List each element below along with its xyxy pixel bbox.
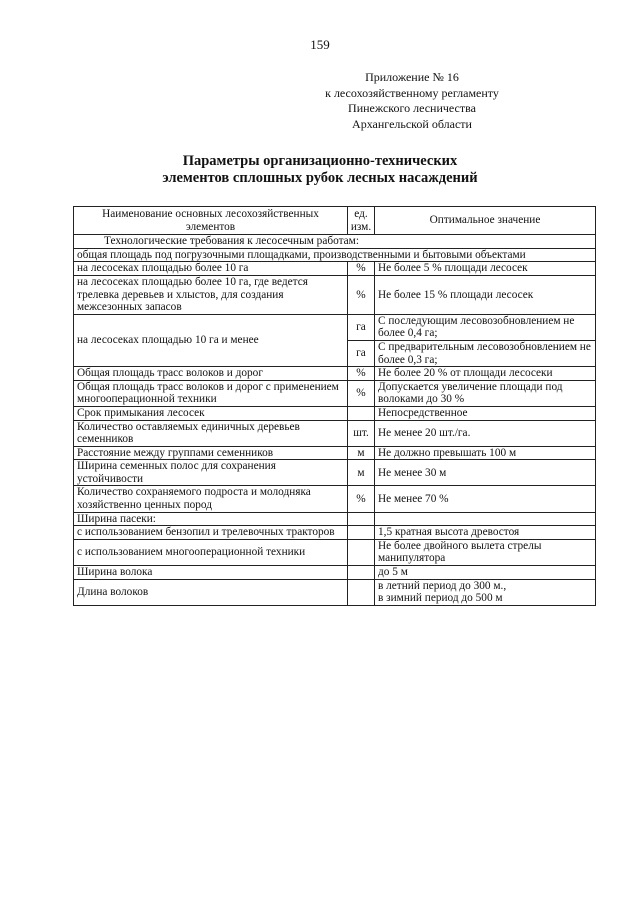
table-row <box>74 275 596 314</box>
appendix-line: Архангельской области <box>352 116 472 131</box>
header-name: Наименование основных лесохозяйственных элементов <box>74 207 348 235</box>
table-row <box>74 248 596 262</box>
row-unit: % <box>348 380 375 406</box>
table-row <box>74 420 596 446</box>
row-name: Ширина пасеки: <box>74 512 348 526</box>
table-row <box>74 566 596 580</box>
row-value: С предварительным лесовозобновлением не более 0,3 га; <box>375 340 596 366</box>
row-unit: % <box>348 275 375 314</box>
row-name: с использованием многооперационной техники <box>74 539 348 565</box>
row-name: с использованием бензопил и трелевочных тракторов <box>74 526 348 540</box>
table-row <box>74 460 596 486</box>
row-unit <box>348 579 375 605</box>
row-value: 1,5 кратная высота древостоя <box>375 526 596 540</box>
row-name: Общая площадь трасс волоков и дорог <box>74 367 348 381</box>
page-number: 159 <box>310 37 330 52</box>
table-row <box>74 579 596 605</box>
table-row <box>74 539 596 565</box>
row-name: Ширина волока <box>74 566 348 580</box>
row-unit <box>348 566 375 580</box>
row-unit: га <box>348 340 375 366</box>
appendix-reference <box>282 70 542 132</box>
title-line: Параметры организационно-технических <box>182 153 458 169</box>
row-unit: м <box>348 446 375 460</box>
table-row <box>74 367 596 381</box>
row-name: Количество сохраняемого подроста и молодняка хозяйственно ценных пород <box>74 486 348 512</box>
row-value: Не более двойного вылета стрелы манипулятора <box>375 539 596 565</box>
row-unit: % <box>348 262 375 276</box>
row-unit <box>348 526 375 540</box>
row-name: Ширина семенных полос для сохранения устойчивости <box>74 460 348 486</box>
row-unit <box>348 512 375 526</box>
row-value: Допускается увеличение площади под волоками до 30 % <box>375 380 596 406</box>
title-line: элементов сплошных рубок лесных насаждений <box>162 170 478 186</box>
table-row <box>74 486 596 512</box>
header-value: Оптимальное значение <box>375 207 596 235</box>
table-row <box>74 314 596 340</box>
section-row <box>74 235 596 249</box>
row-value-line: в летний период до 300 м., <box>378 579 507 592</box>
table-row <box>74 526 596 540</box>
table-header-row <box>74 207 596 235</box>
row-value <box>375 512 596 526</box>
row-value-line: в зимний период до 500 м <box>378 592 503 605</box>
row-value: Непосредственное <box>375 406 596 420</box>
appendix-line: к лесохозяйственному регламенту <box>325 85 499 100</box>
appendix-line: Пинежского лесничества <box>348 101 476 115</box>
appendix-line: Приложение № 16 <box>365 70 459 84</box>
row-unit: шт. <box>348 420 375 446</box>
row-value: Не менее 70 % <box>375 486 596 512</box>
row-name: на лесосеках площадью 10 га и менее <box>74 314 348 366</box>
table-row <box>74 380 596 406</box>
row-value: Не менее 30 м <box>375 460 596 486</box>
row-name: Количество оставляемых единичных деревьев семенников <box>74 420 348 446</box>
row-value: С последующим лесовозобновлением не более 0,4 га; <box>375 314 596 340</box>
row-unit: га <box>348 314 375 340</box>
row-name: Срок примыкания лесосек <box>74 406 348 420</box>
row-name: на лесосеках площадью более 10 га <box>74 262 348 276</box>
row-value: Не более 5 % площади лесосек <box>375 262 596 276</box>
row-name: Длина волоков <box>74 579 348 605</box>
row-unit <box>348 539 375 565</box>
header-unit: ед. изм. <box>348 207 375 235</box>
row-name: Расстояние между группами семенников <box>74 446 348 460</box>
row-value: Не менее 20 шт./га. <box>375 420 596 446</box>
row-name: общая площадь под погрузочными площадками, производственными и бытовыми объектами <box>74 248 596 262</box>
section-tech-requirements: Технологические требования к лесосечным работам: <box>74 235 596 249</box>
document-title <box>0 153 640 187</box>
row-unit: % <box>348 486 375 512</box>
table-row <box>74 512 596 526</box>
table-row <box>74 262 596 276</box>
row-value: Не более 20 % от площади лесосеки <box>375 367 596 381</box>
row-value: Не более 15 % площади лесосек <box>375 275 596 314</box>
row-name: Общая площадь трасс волоков и дорог с применением многооперационной техники <box>74 380 348 406</box>
row-unit: м <box>348 460 375 486</box>
row-value: Не должно превышать 100 м <box>375 446 596 460</box>
table-row <box>74 406 596 420</box>
row-value: до 5 м <box>375 566 596 580</box>
row-unit <box>348 406 375 420</box>
row-unit: % <box>348 367 375 381</box>
table-row <box>74 446 596 460</box>
row-name: на лесосеках площадью более 10 га, где ведется трелевка деревьев и хлыстов, для создания межсезонных запасов <box>74 275 348 314</box>
parameters-table <box>73 206 596 606</box>
row-value <box>375 579 596 605</box>
